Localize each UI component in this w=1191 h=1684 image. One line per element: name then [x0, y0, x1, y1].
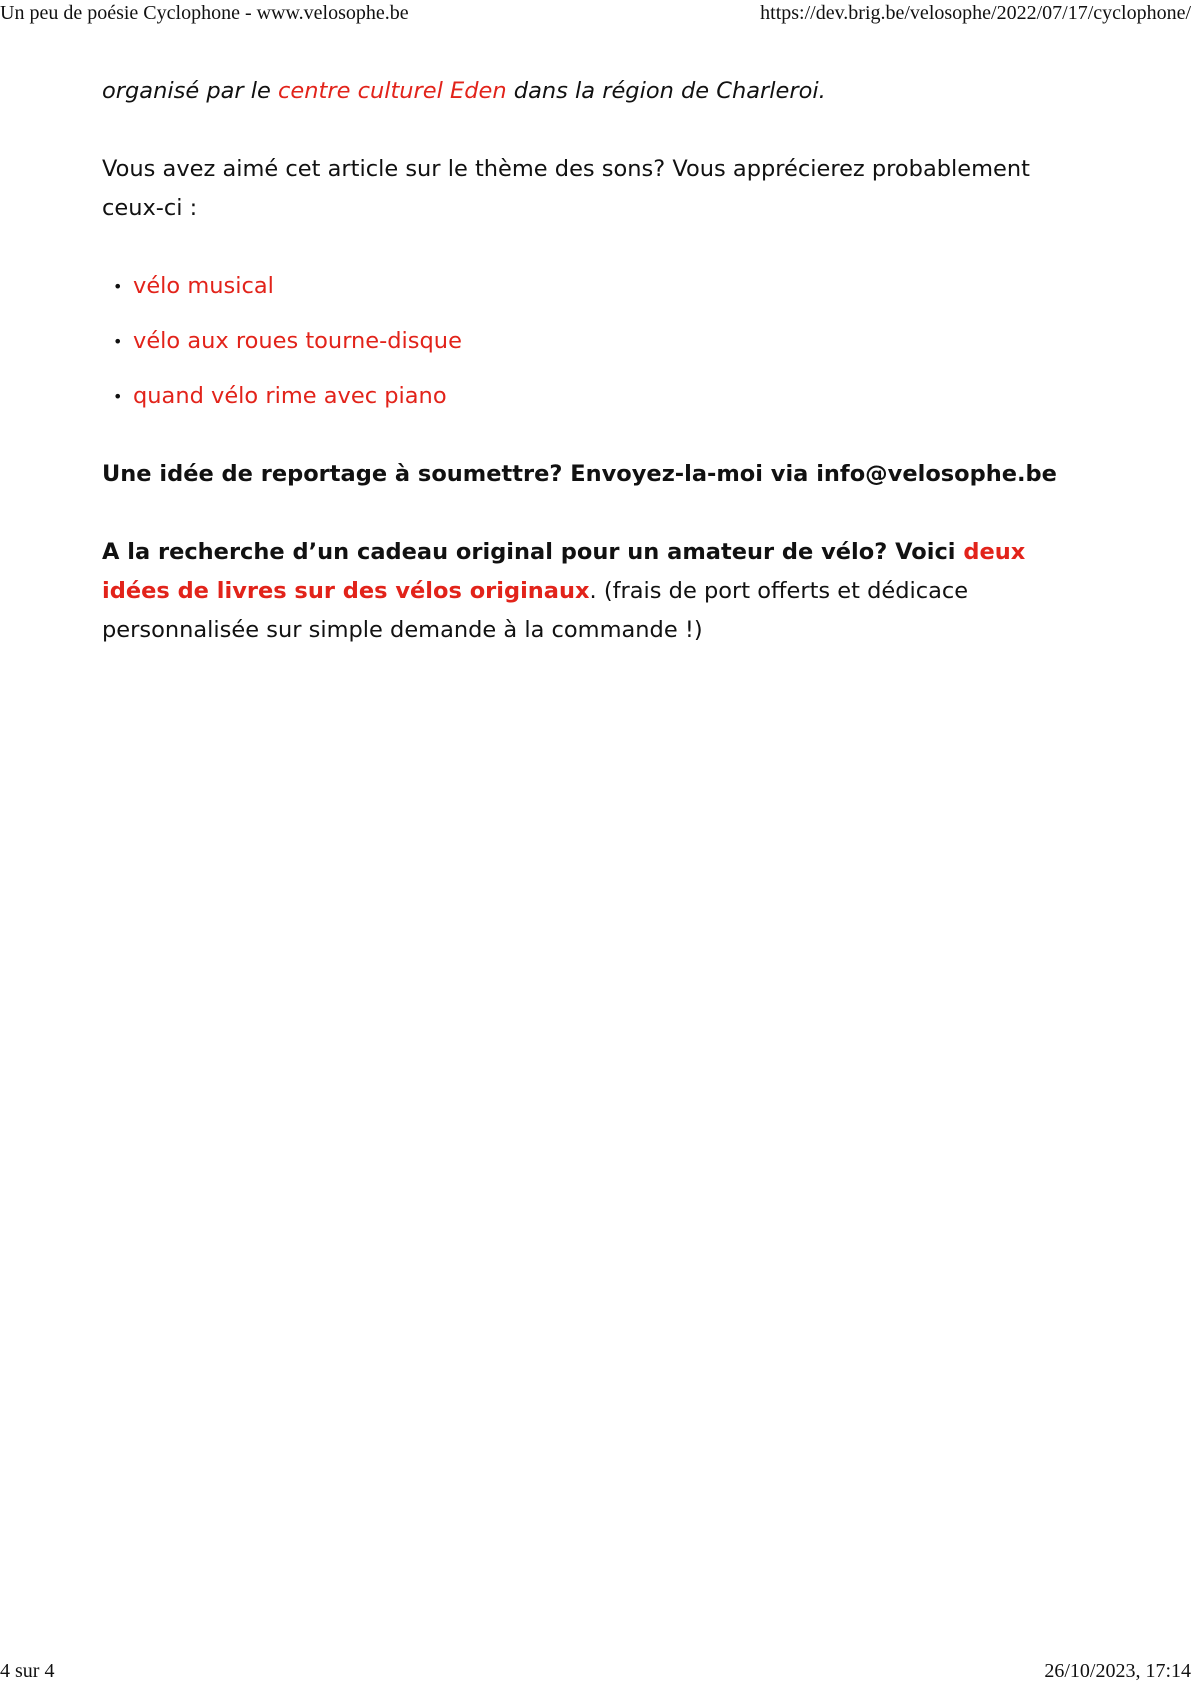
- print-footer: [0, 1658, 1191, 1684]
- paragraph-organizer-before: organisé par le: [102, 78, 279, 104]
- article-content: [102, 72, 1062, 689]
- related-link-velo-musical[interactable]: vélo musical: [133, 273, 274, 299]
- print-header: [0, 0, 1191, 26]
- paragraph-organizer-after: dans la région de Charleroi.: [506, 78, 826, 104]
- print-header-url: https://dev.brig.be/velosophe/2022/07/17/cyclophone/: [760, 2, 1191, 24]
- bullet-icon: •: [113, 332, 123, 351]
- print-header-title: Un peu de poésie Cyclophone - www.velosophe.be: [0, 2, 409, 24]
- gift-idea-bold-text: A la recherche d’un cadeau original pour un amateur de vélo? Voici: [102, 539, 964, 565]
- related-articles-list: [102, 267, 1062, 416]
- print-footer-datetime: 26/10/2023, 17:14: [1044, 1660, 1191, 1682]
- paragraph-gift-idea: [102, 533, 1062, 650]
- books-link[interactable]: deux idées de livres sur des vélos originaux: [102, 539, 1026, 604]
- list-item: [113, 322, 1062, 361]
- paragraph-related-intro: Vous avez aimé cet article sur le thème des sons? Vous apprécierez probablement ceux-ci :: [102, 156, 1030, 221]
- print-footer-page: 4 sur 4: [0, 1660, 55, 1682]
- paragraph-report-idea: Une idée de reportage à soumettre? Envoyez-la-moi via info@velosophe.be: [102, 461, 1057, 487]
- bullet-icon: •: [113, 387, 123, 406]
- bullet-icon: •: [113, 277, 123, 296]
- list-item: [113, 377, 1062, 416]
- paragraph-organizer: [102, 72, 1062, 111]
- related-link-tourne-disque[interactable]: vélo aux roues tourne-disque: [133, 328, 462, 354]
- gift-idea-after: . (frais de port offerts et dédicace personnalisée sur simple demande à la commande !): [102, 578, 969, 643]
- list-item: [113, 267, 1062, 306]
- related-link-piano[interactable]: quand vélo rime avec piano: [133, 383, 447, 409]
- eden-cultural-center-link[interactable]: centre culturel Eden: [278, 78, 507, 104]
